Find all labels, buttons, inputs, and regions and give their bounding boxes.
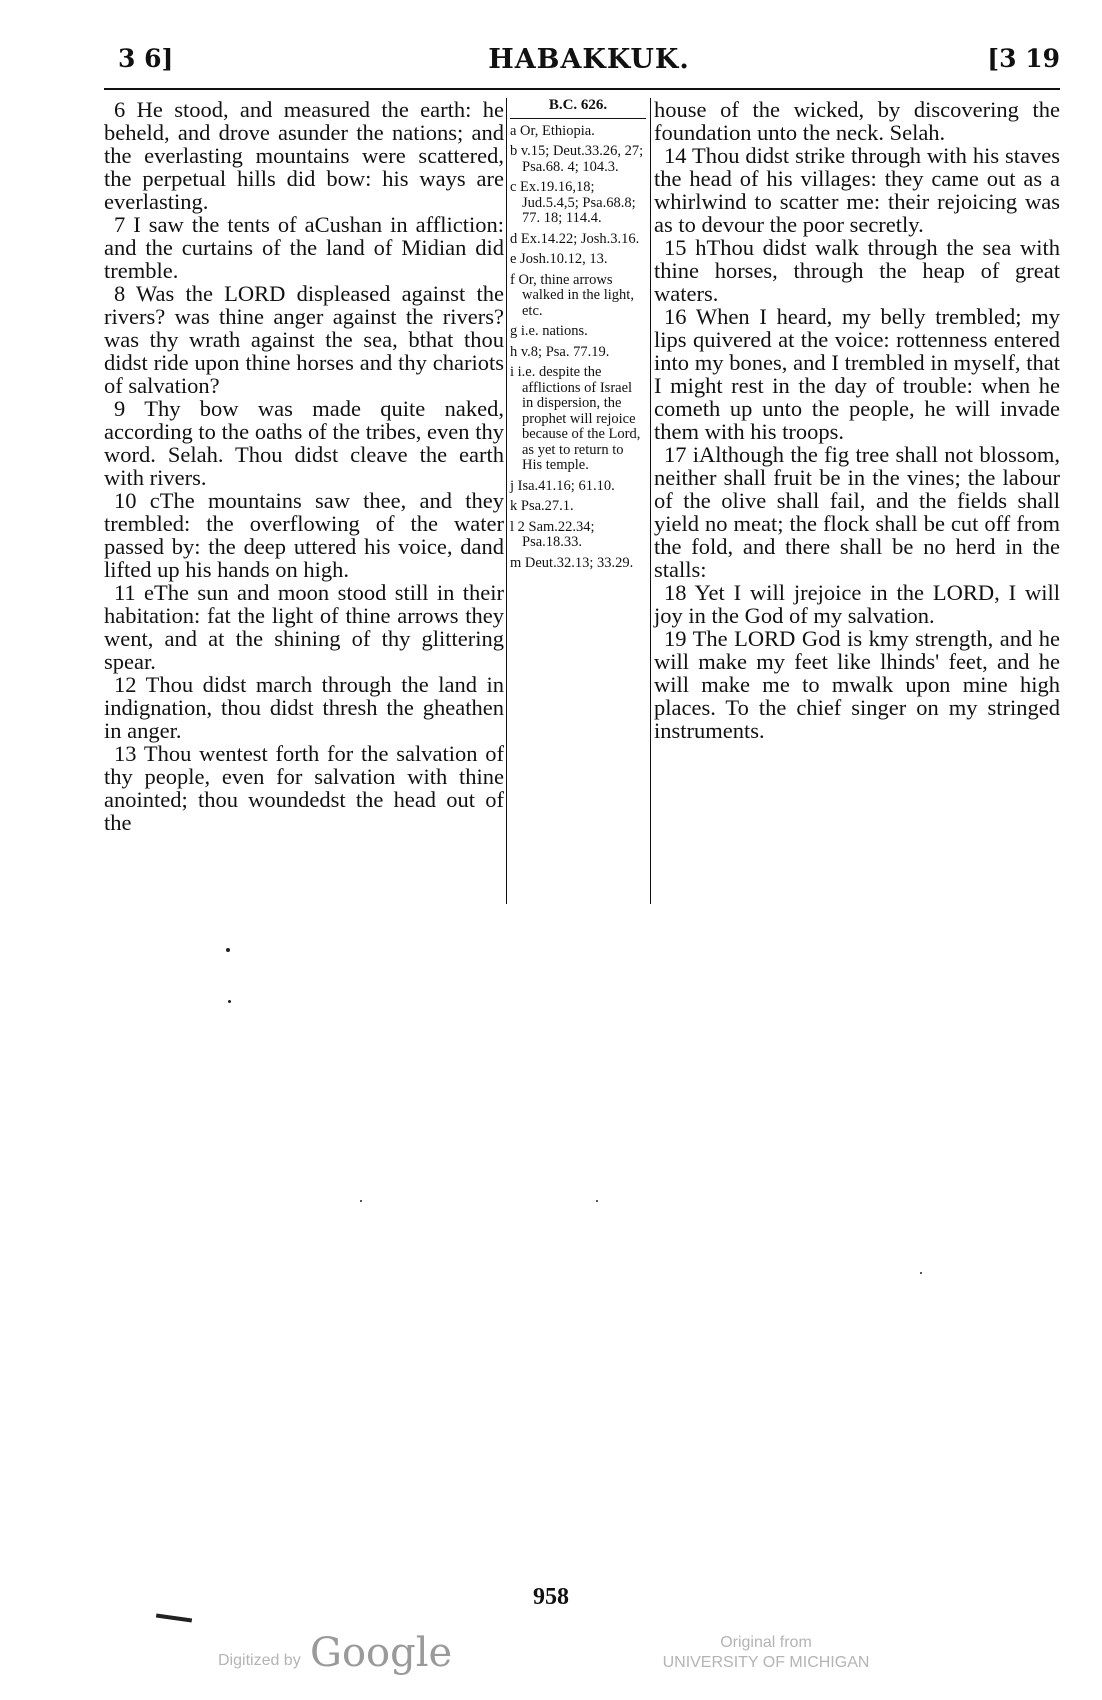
margin-ref: i i.e. despite the afflictions of Israel in dispersion, the prophet will rejoice because of the Lord, as yet to return to His temple. — [510, 364, 641, 473]
chapter-verse-end: [3 19 — [987, 44, 1060, 73]
scan-mark — [156, 1614, 192, 1623]
margin-ref: l 2 Sam.22.34; Psa.18.33. — [510, 518, 595, 550]
scan-speck — [920, 1272, 922, 1274]
university-label: UNIVERSITY OF MICHIGAN — [662, 1654, 870, 1671]
verse-9: 9 Thy bow was made quite naked, according to the oaths of the tribes, even thy word. Selah. Thou didst cleave the earth with rivers. — [104, 396, 504, 490]
verse-11: 11 eThe sun and moon stood still in their habitation: fat the light of thine arrows they went, and at the shining of thy glittering spear. — [104, 580, 504, 674]
page-number: 958 — [533, 1584, 569, 1610]
verse-17: 17 iAlthough the fig tree shall not blossom, neither shall fruit be in the vines; the labour of the olive shall fail, and the fields shall yield no meat; the flock shall be cut off from the fold, and there shall be no herd in the stalls: — [654, 442, 1060, 582]
page-header — [118, 44, 1060, 84]
scan-speck — [226, 948, 230, 952]
chapter-verse-start: 3 6] — [118, 44, 174, 73]
right-text-column — [654, 98, 1060, 742]
margin-ref: b v.15; Deut.33.26, 27; Psa.68. 4; 104.3. — [510, 143, 644, 175]
scan-speck — [360, 1200, 362, 1202]
margin-ref: d Ex.14.22; Josh.3.16. — [510, 230, 640, 247]
verse-6: 6 He stood, and measured the earth: he beheld, and drove asunder the nations; and the everlasting mountains were scattered, the perpetual hills did bow: his ways are everlasting. — [104, 97, 504, 214]
header-rule — [104, 88, 1060, 90]
margin-ref: h v.8; Psa. 77.19. — [510, 343, 610, 360]
book-title: HABAKKUK. — [488, 44, 690, 75]
verse-8: 8 Was the LORD displeased against the rivers? was thine anger against the rivers? was thy wrath against the sea, bthat thou didst ride upon thine horses and thy chariots of salvation? — [104, 281, 504, 398]
margin-ref: e Josh.10.12, 13. — [510, 251, 608, 267]
original-from-label: Original from — [720, 1634, 812, 1651]
verse-18: 18 Yet I will jrejoice in the LORD, I will joy in the God of my salvation. — [654, 580, 1060, 628]
column-divider-left — [506, 98, 507, 904]
digitized-by-label: Digitized by — [218, 1652, 301, 1669]
marginal-references — [510, 98, 646, 576]
google-logo: Google — [310, 1630, 453, 1676]
verse-15: 15 hThou didst walk through the sea with thine horses, through the heap of great waters. — [654, 235, 1060, 306]
margin-ref: c Ex.19.16,18; Jud.5.4,5; Psa.68.8; 77. 18; 114.4. — [510, 179, 636, 226]
verse-19: 19 The LORD God is kmy strength, and he will make my feet like lhinds' feet, and he will make me to mwalk upon mine high places. To the chief singer on my stringed instruments. — [654, 626, 1060, 743]
margin-ref: g i.e. nations. — [510, 323, 588, 339]
verse-13-continued: house of the wicked, by discovering the foundation unto the neck. Selah. — [654, 97, 1060, 145]
date-label: B.C. 626. — [510, 98, 646, 119]
left-text-column — [104, 98, 504, 834]
margin-ref: k Psa.27.1. — [510, 498, 574, 514]
scan-speck — [228, 1000, 231, 1003]
margin-ref: m Deut.32.13; 33.29. — [510, 554, 634, 571]
verse-16: 16 When I heard, my belly trembled; my lips quivered at the voice: rottenness entered into my bones, and I trembled in myself, that I might rest in the day of trouble: when he cometh up unto the people, he will invade them with his troops. — [654, 304, 1060, 444]
source-attribution — [656, 1633, 876, 1673]
verse-10: 10 cThe mountains saw thee, and they trembled: the overflowing of the water passed by: the deep uttered his voice, dand lifted up his hands on high. — [104, 488, 504, 582]
verse-12: 12 Thou didst march through the land in indignation, thou didst thresh the gheathen in anger. — [104, 672, 504, 743]
margin-ref: f Or, thine arrows walked in the light, etc. — [510, 271, 634, 319]
margin-ref: a Or, Ethiopia. — [510, 122, 595, 139]
column-divider-right — [650, 98, 651, 904]
margin-ref: j Isa.41.16; 61.10. — [510, 477, 615, 494]
verse-13: 13 Thou wentest forth for the salvation of thy people, even for salvation with thine anointed; thou woundedst the head out of the — [104, 741, 504, 835]
scan-speck — [596, 1200, 598, 1202]
verse-14: 14 Thou didst strike through with his staves the head of his villages: they came out as a whirlwind to scatter me: their rejoicing was as to devour the poor secretly. — [654, 143, 1060, 237]
verse-7: 7 I saw the tents of aCushan in affliction: and the curtains of the land of Midian did tremble. — [104, 212, 504, 283]
